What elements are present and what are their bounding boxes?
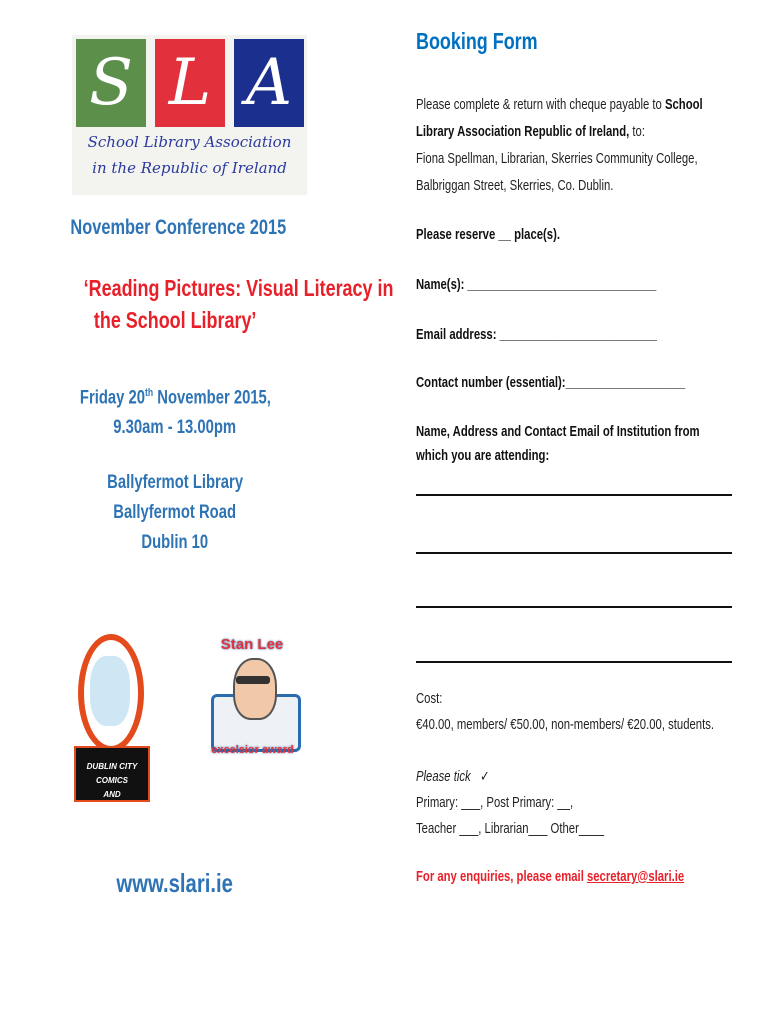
sla-logo: [72, 35, 307, 195]
sponsor1-text-2: AND COLLECTIBLES: [81, 790, 143, 813]
enquiry-email-link[interactable]: secretary@slari.ie: [586, 869, 685, 885]
tick-label: Please tick ✓: [416, 769, 490, 785]
enquiry-text: For any enquiries, please email secretary@slari.ie: [416, 869, 685, 885]
cost-text: €40.00, members/ €50.00, non-members/ €20.00, students.: [416, 717, 715, 733]
dublin-city-comics-logo: [74, 628, 152, 813]
conference-heading: November Conference 2015: [70, 216, 287, 239]
event-date: Friday 20th November 2015, 9.30am - 13.00pm: [79, 387, 271, 439]
conference-title: ‘Reading Pictures: Visual Literacy in the School Library’: [83, 275, 394, 333]
check-icon: ✓: [480, 769, 490, 785]
logo-letter-l: L: [155, 39, 225, 127]
tick-options-2[interactable]: Teacher ___, Librarian___ Other____: [416, 821, 605, 837]
booking-form-title[interactable]: Booking Form: [416, 28, 538, 54]
institution-line-4[interactable]: [416, 661, 732, 663]
contact-number-field[interactable]: Contact number (essential):___________________: [416, 375, 686, 391]
sponsor1-text-1: DUBLIN CITY COMICS: [86, 762, 138, 785]
reserve-places-field[interactable]: Please reserve __ place(s).: [416, 227, 560, 243]
email-field[interactable]: Email address: _________________________: [416, 327, 657, 343]
logo-line-1: School Library Association: [87, 133, 292, 151]
stan-lee-excelsior-award-logo: [205, 636, 300, 771]
names-field[interactable]: Name(s): ______________________________: [416, 277, 657, 293]
logo-line-2: in the Republic of Ireland: [92, 159, 287, 177]
institution-line-1[interactable]: [416, 494, 732, 496]
website-link[interactable]: www.slari.ie: [116, 868, 234, 898]
logo-letter-a: A: [234, 39, 304, 127]
institution-line-3[interactable]: [416, 606, 732, 608]
award-subtitle: excelsior award: [211, 744, 294, 756]
institution-label: Name, Address and Contact Email of Institution from which you are attending:: [416, 424, 700, 464]
award-title: Stan Lee: [220, 636, 284, 653]
institution-line-2[interactable]: [416, 552, 732, 554]
form-intro: Please complete & return with cheque payable to School Library Association Republic of Ireland, to: Fiona Spellman, Librarian, Skerries Community College, Balbriggan Street, Skerries, Co. Dublin.: [416, 97, 703, 194]
venue: Ballyfermot Library Ballyfermot Road Dublin 10: [107, 472, 243, 553]
cost-label: Cost:: [416, 691, 443, 707]
logo-letter-s: S: [76, 39, 146, 127]
tick-options-1[interactable]: Primary: ___, Post Primary: __,: [416, 795, 574, 811]
